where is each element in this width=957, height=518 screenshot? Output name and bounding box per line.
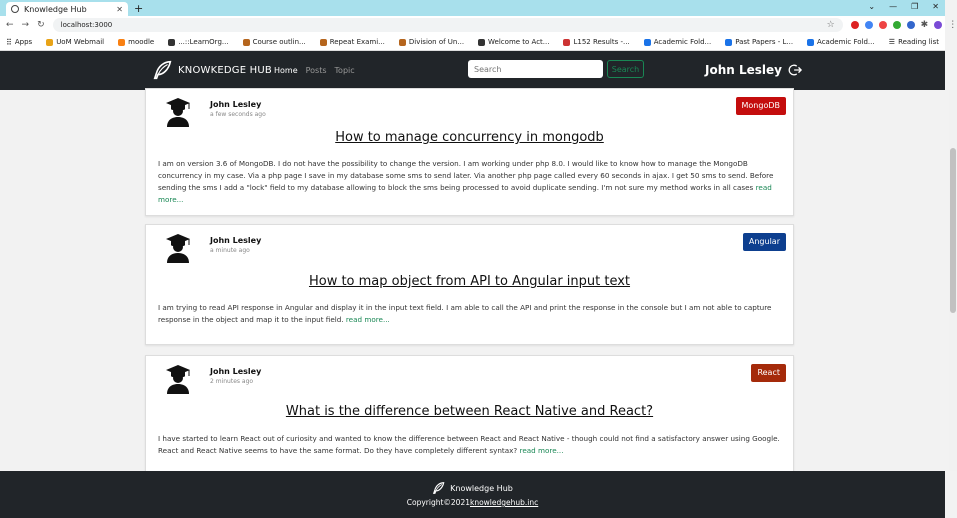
bookmark-favicon <box>118 39 125 46</box>
bookmark-favicon <box>320 39 327 46</box>
post-list <box>0 90 937 471</box>
bookmarks-bar <box>0 34 945 51</box>
post-title[interactable]: How to map object from API to Angular input text <box>308 274 631 289</box>
url-field[interactable] <box>53 18 843 32</box>
user-name: John Lesley <box>705 63 782 77</box>
bookmark-favicon <box>478 39 485 46</box>
browser-tab[interactable] <box>6 2 128 16</box>
post-author[interactable]: John Lesley <box>210 236 262 245</box>
nav-topic[interactable]: Topic <box>334 66 355 75</box>
read-more-link[interactable]: read more... <box>519 446 564 455</box>
tab-search-icon[interactable]: ⌄ <box>868 2 876 11</box>
bookmark-item[interactable]: ...::LearnOrg... <box>168 38 228 46</box>
read-more-link[interactable]: read more... <box>158 183 772 204</box>
copyright: Copyright©2021knowledgehub.inc <box>406 498 539 507</box>
post-time: a few seconds ago <box>210 111 266 118</box>
read-more-link[interactable]: read more... <box>345 315 390 324</box>
bookmark-favicon <box>807 39 814 46</box>
feather-logo-icon <box>432 480 446 496</box>
extension-icon[interactable] <box>851 21 859 29</box>
bookmark-item[interactable]: L152 Results -... <box>563 38 629 46</box>
tag-badge[interactable]: MongoDB <box>736 97 787 115</box>
bookmark-item[interactable]: Division of Un... <box>399 38 464 46</box>
reload-icon[interactable]: ↻ <box>37 20 45 30</box>
bookmark-favicon <box>563 39 570 46</box>
profile-avatar[interactable] <box>934 21 942 29</box>
globe-icon <box>11 5 19 13</box>
address-bar-row <box>0 16 957 34</box>
reading-list[interactable]: ☰ Reading list <box>888 38 939 46</box>
post-title[interactable]: How to manage concurrency in mongodb <box>335 130 604 145</box>
post-card[interactable] <box>145 355 794 485</box>
extensions <box>851 20 957 30</box>
bookmark-item[interactable]: ⠿ Apps <box>6 37 33 47</box>
bookmark-item[interactable]: Past Papers - L... <box>725 38 793 46</box>
restore-icon[interactable]: ❐ <box>911 2 919 11</box>
bookmark-favicon <box>168 39 175 46</box>
post-author[interactable]: John Lesley <box>210 100 262 109</box>
graduate-avatar-icon <box>165 97 191 127</box>
post-body: I have started to learn React out of curiosity and wanted to know the difference between React and React Native - though could not find a satisfactory answer using Google. React and React Native seems to have the same format. Do they have completely different syntax? read more... <box>158 434 780 455</box>
url-text: localhost:3000 <box>60 21 113 29</box>
bookmark-item[interactable]: Repeat Exami... <box>320 38 385 46</box>
post-card[interactable] <box>145 88 794 216</box>
tag-badge[interactable]: React <box>751 364 786 382</box>
tab-title: Knowledge Hub <box>24 4 87 14</box>
brand[interactable] <box>152 58 272 82</box>
forward-icon[interactable]: → <box>21 20 30 30</box>
nav-home[interactable]: Home <box>274 66 298 75</box>
close-tab-icon[interactable]: ✕ <box>116 4 123 14</box>
reading-list-icon: ☰ <box>888 38 896 46</box>
extension-icon[interactable] <box>893 21 901 29</box>
bookmark-item[interactable]: Course outlin... <box>243 38 306 46</box>
minimize-icon[interactable]: — <box>889 2 898 11</box>
post-time: 2 minutes ago <box>210 378 254 385</box>
nav-links <box>274 66 355 75</box>
footer-brand <box>0 480 945 496</box>
post-time: a minute ago <box>210 247 250 254</box>
back-icon[interactable]: ← <box>6 20 14 30</box>
page-scrollbar[interactable] <box>949 90 957 471</box>
bookmark-item[interactable]: Academic Fold... <box>644 38 712 46</box>
bookmark-item[interactable]: Academic Fold... <box>807 38 875 46</box>
search-button[interactable]: Search <box>607 60 644 78</box>
bookmark-favicon <box>46 39 53 46</box>
bookmark-favicon <box>725 39 732 46</box>
new-tab-icon[interactable]: + <box>134 2 144 15</box>
translate-icon[interactable] <box>865 21 873 29</box>
apps-icon: ⠿ <box>6 37 12 47</box>
browser-tab-strip <box>0 0 945 16</box>
graduate-avatar-icon <box>165 233 191 263</box>
bookmark-item[interactable]: Welcome to Act... <box>478 38 549 46</box>
footer-link[interactable]: knowledgehub.inc <box>469 498 539 507</box>
bookmark-item[interactable]: moodle <box>118 38 154 46</box>
bookmark-favicon <box>243 39 250 46</box>
brand-name: KNOWKEDGE HUB <box>178 64 272 76</box>
footer-brand-name: Knowledge Hub <box>450 483 513 493</box>
post-card[interactable] <box>145 224 794 345</box>
search-input[interactable] <box>468 60 603 78</box>
close-window-icon[interactable]: ✕ <box>932 2 939 11</box>
bookmark-star-icon[interactable]: ☆ <box>826 20 835 30</box>
feather-logo-icon <box>152 58 174 82</box>
post-body: I am trying to read API response in Angular and display it in the input text field. I am able to call the API and print the response in the console but I am not able to capture response in the object and map it to the input field. read more... <box>158 303 772 324</box>
footer <box>0 471 945 518</box>
navbar <box>0 51 945 90</box>
scrollbar-thumb[interactable] <box>950 148 956 313</box>
logout-icon[interactable] <box>788 63 802 77</box>
post-author[interactable]: John Lesley <box>210 367 262 376</box>
extension-icon[interactable] <box>879 21 887 29</box>
post-body: I am on version 3.6 of MongoDB. I do not have the possibility to change the version. I am working under php 8.0. I would like to know how to manage the MongoDB concurrency in my case. Via a php page I save in my database some sms to send later. Via another php page called every 60 seconds in ajax. I get 50 sms to send. Before sending the sms I add a "lock" field to my database allowing to block the sms being processed to avoid duplicate sending. I'm not sure my method works in all cases read more... <box>158 159 774 204</box>
user-menu[interactable] <box>705 63 802 77</box>
post-title[interactable]: What is the difference between React Native and React? <box>285 404 654 419</box>
bookmark-favicon <box>399 39 406 46</box>
bookmark-favicon <box>644 39 651 46</box>
window-controls <box>868 2 939 11</box>
menu-icon[interactable]: ⋮ <box>948 20 957 30</box>
puzzle-icon[interactable]: ✱ <box>920 20 929 30</box>
bookmark-item[interactable]: UoM Webmail <box>46 38 104 46</box>
tag-badge[interactable]: Angular <box>743 233 786 251</box>
graduate-avatar-icon <box>165 364 191 394</box>
nav-posts[interactable]: Posts <box>305 66 327 75</box>
extension-icon[interactable] <box>907 21 915 29</box>
